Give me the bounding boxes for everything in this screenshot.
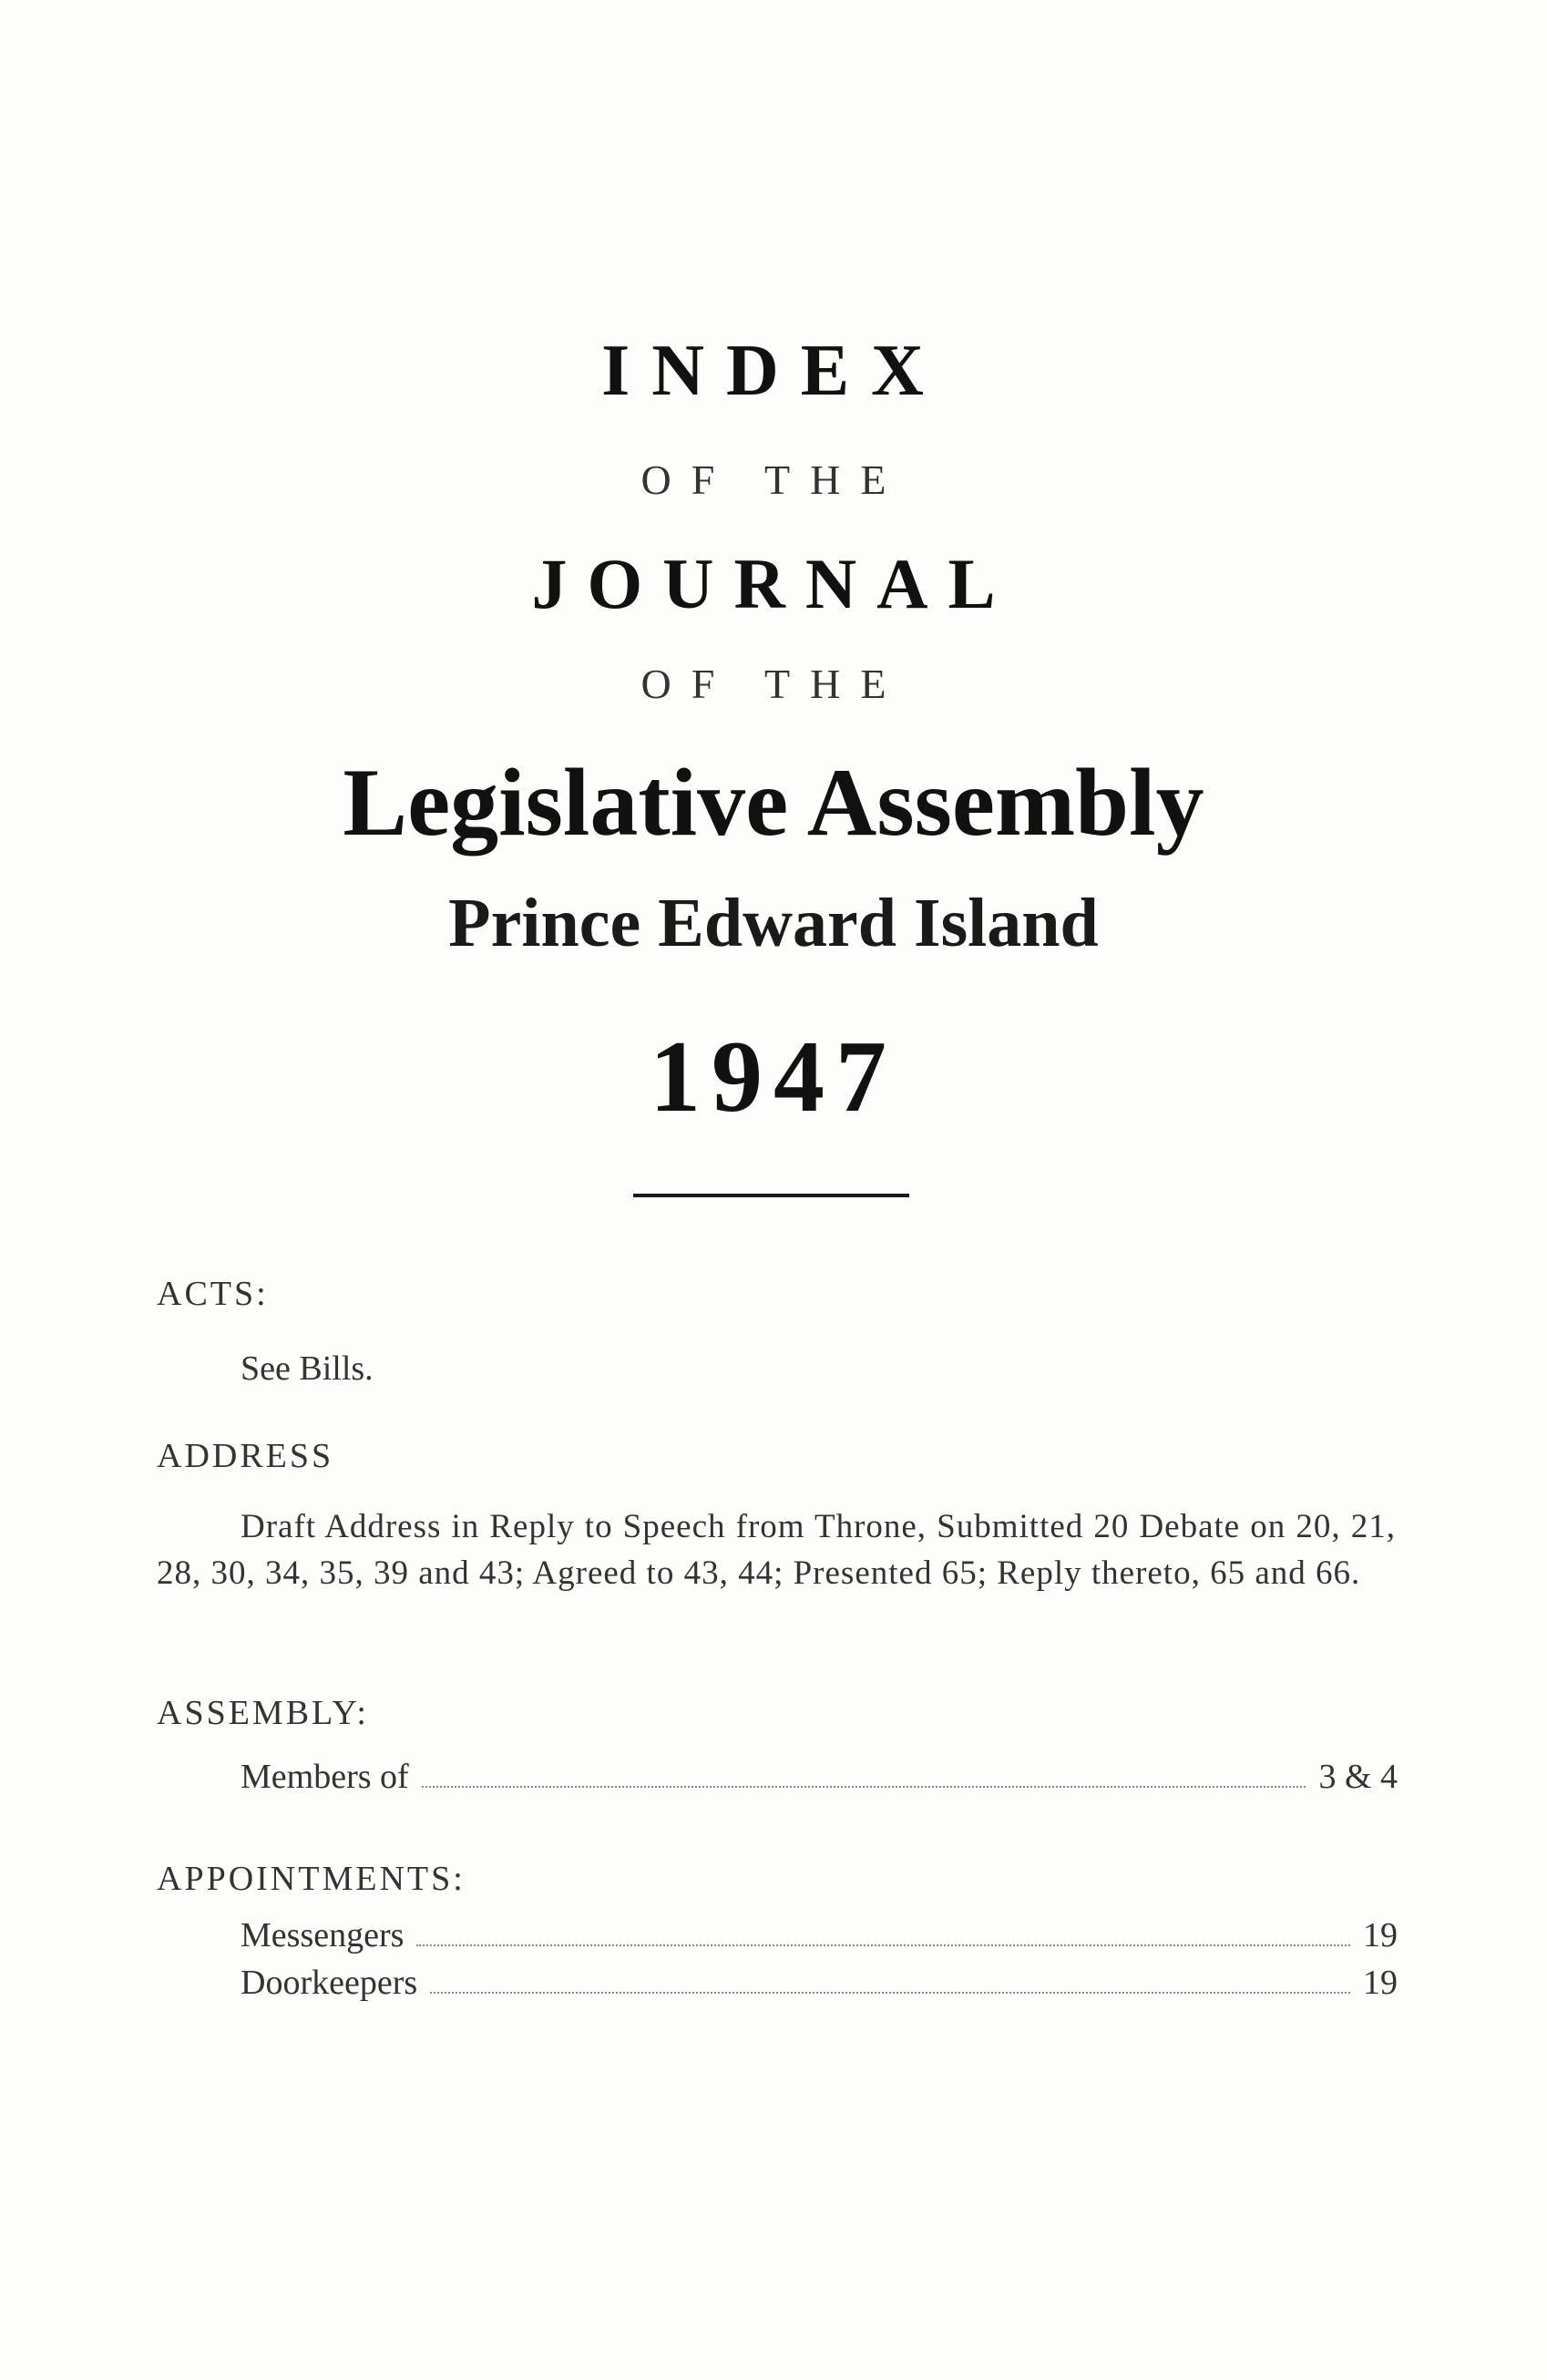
heading-appointments: APPOINTMENTS: (157, 1860, 466, 1898)
address-entry-text: Draft Address in Reply to Speech from Throne, Submitted 20 Debate on 20, 21, 28, 30, 34, 35, 39 and 43; Agreed to 43, 44; Presented 65; Reply thereto, 65 and 66. (157, 1508, 1396, 1592)
entry-label: Doorkeepers (241, 1964, 418, 2002)
heading-acts: ACTS: (157, 1275, 269, 1313)
dot-leader (416, 1919, 1350, 1946)
entry-pages: 19 (1363, 1964, 1398, 2002)
acts-reference: See Bills. (241, 1349, 374, 1388)
entry-pages: 3 & 4 (1318, 1758, 1398, 1796)
title-divider (633, 1194, 909, 1197)
index-entry-doorkeepers (241, 1963, 1398, 2008)
heading-address: ADDRESS (157, 1437, 334, 1475)
dot-leader (430, 1966, 1350, 1994)
title-index: INDEX (601, 331, 946, 411)
title-journal: JOURNAL (531, 544, 1016, 623)
entry-label: Members of (241, 1758, 409, 1796)
dot-leader (422, 1760, 1306, 1788)
title-province: Prince Edward Island (448, 885, 1099, 961)
title-of-the-first: OF THE (640, 457, 907, 503)
entry-label: Messengers (241, 1916, 405, 1954)
title-year: 1947 (650, 1021, 897, 1134)
title-legislative-assembly: Legislative Assembly (343, 749, 1204, 856)
index-entry-messengers (241, 1915, 1398, 1961)
title-of-the-second: OF THE (640, 661, 907, 707)
entry-pages: 19 (1363, 1916, 1398, 1954)
index-entry-members (241, 1757, 1398, 1802)
heading-assembly: ASSEMBLY: (157, 1694, 369, 1732)
